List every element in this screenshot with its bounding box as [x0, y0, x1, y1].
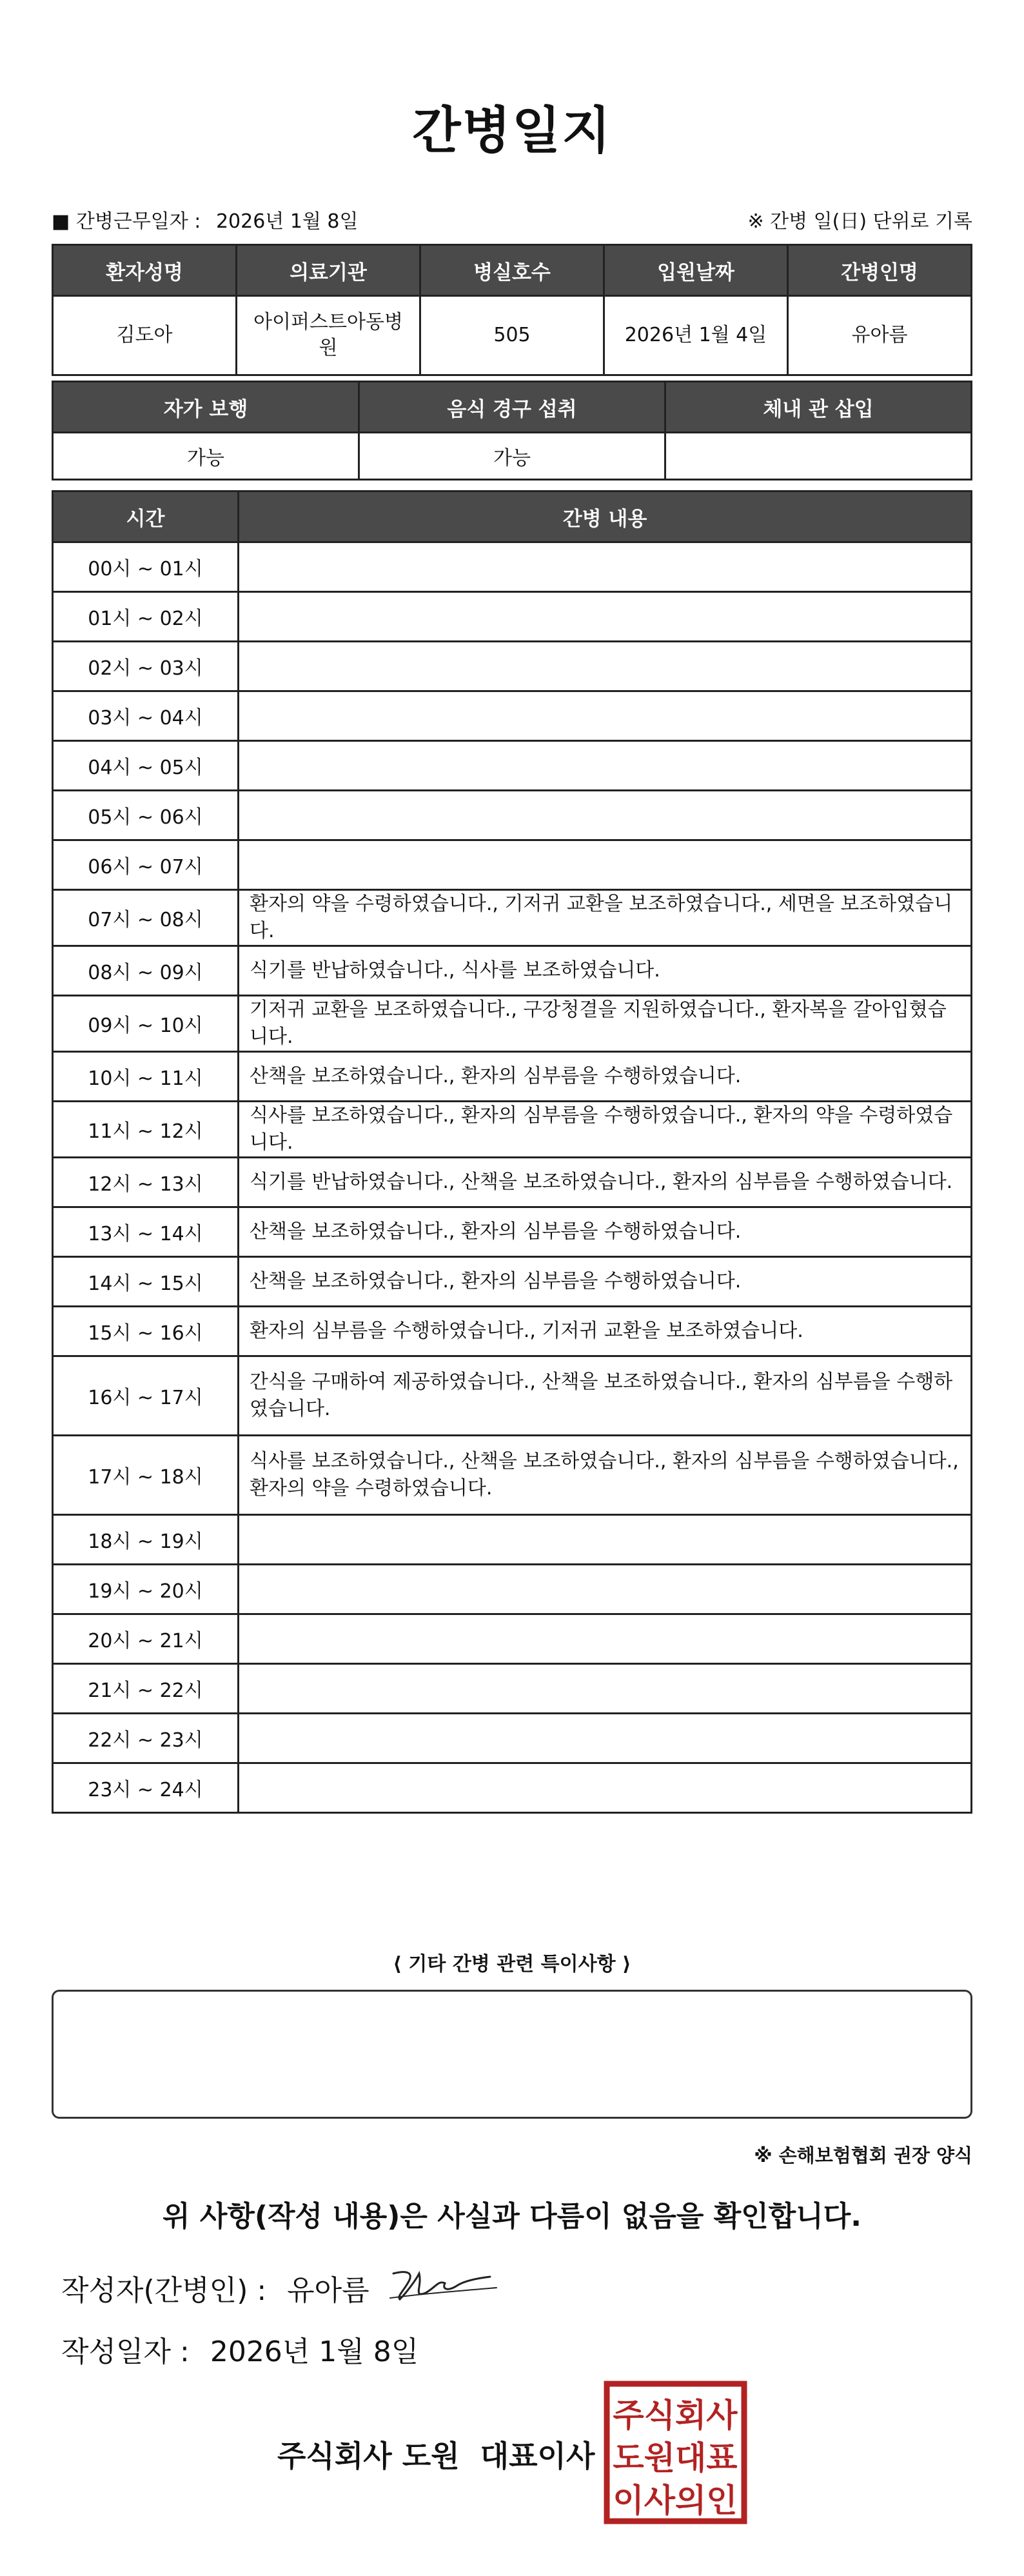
- log-content: [239, 1614, 972, 1664]
- table-row: [53, 1307, 972, 1356]
- work-date-label: ■ 간병근무일자 :: [52, 210, 201, 233]
- table-row: [53, 890, 972, 946]
- special-notes-box: [52, 1990, 972, 2119]
- care-log-body: [53, 542, 972, 1813]
- log-content: 식사를 보조하였습니다., 환자의 심부름을 수행하였습니다., 환자의 약을 수령하였습니다.: [239, 1102, 972, 1158]
- log-content: 산책을 보조하였습니다., 환자의 심부름을 수행하였습니다.: [239, 1257, 972, 1307]
- special-notes-title: ⟨ 기타 간병 관련 특이사항 ⟩: [393, 1953, 631, 1976]
- header-patient-name: 환자성명: [53, 245, 237, 296]
- header-time: 시간: [53, 491, 239, 542]
- header-tube-insertion: 체내 관 삽입: [665, 382, 972, 433]
- table-row: [53, 840, 972, 890]
- company-name: 주식회사 도원 대표이사: [277, 2439, 595, 2473]
- log-content: [239, 642, 972, 691]
- log-content: [239, 542, 972, 592]
- log-time: 21시 ~ 22시: [53, 1664, 239, 1714]
- log-time: 07시 ~ 08시: [53, 890, 239, 946]
- source-note: ※ 손해보험협회 권장 양식: [754, 2145, 972, 2166]
- table-row: [53, 791, 972, 840]
- header-caregiver-name: 간병인명: [788, 245, 972, 296]
- writer-label: 작성자(간병인) :: [61, 2274, 267, 2307]
- table-row: [53, 1714, 972, 1763]
- log-content: [239, 691, 972, 741]
- written-date-line: [61, 2328, 418, 2370]
- table-row: [53, 1356, 972, 1436]
- work-date: [52, 205, 359, 233]
- table-row: [53, 433, 972, 480]
- patient-info-table: [52, 244, 972, 376]
- confirmation-statement: 위 사항(작성 내용)은 사실과 다름이 없음을 확인합니다.: [162, 2200, 862, 2233]
- table-row: [53, 996, 972, 1052]
- room-number: 505: [420, 296, 604, 375]
- log-time: 01시 ~ 02시: [53, 592, 239, 642]
- log-time: 13시 ~ 14시: [53, 1207, 239, 1257]
- hospital-name: 아이퍼스트아동병원: [237, 296, 420, 375]
- log-content: 환자의 심부름을 수행하였습니다., 기저귀 교환을 보조하였습니다.: [239, 1307, 972, 1356]
- table-row: [53, 1515, 972, 1565]
- table-row: [53, 592, 972, 642]
- table-row: [53, 1052, 972, 1102]
- log-time: 18시 ~ 19시: [53, 1515, 239, 1565]
- svg-text:도원대표: 도원대표: [613, 2439, 738, 2477]
- log-content: 간식을 구매하여 제공하였습니다., 산책을 보조하였습니다., 환자의 심부름을 수행하였습니다.: [239, 1356, 972, 1436]
- table-header-row: [53, 245, 972, 296]
- table-row: [53, 1102, 972, 1158]
- header-walking: 자가 보행: [53, 382, 359, 433]
- log-content: 식사를 보조하였습니다., 산책을 보조하였습니다., 환자의 심부름을 수행하였습니다., 환자의 약을 수령하였습니다.: [239, 1436, 972, 1515]
- page-title: 간병일지: [412, 102, 612, 160]
- log-content: [239, 741, 972, 791]
- header-admission-date: 입원날짜: [604, 245, 788, 296]
- log-time: 10시 ~ 11시: [53, 1052, 239, 1102]
- writer-name: 유아름: [287, 2274, 369, 2307]
- log-time: 19시 ~ 20시: [53, 1565, 239, 1614]
- table-row: [53, 946, 972, 996]
- log-time: 14시 ~ 15시: [53, 1257, 239, 1307]
- log-time: 00시 ~ 01시: [53, 542, 239, 592]
- table-row: [53, 642, 972, 691]
- log-content: [239, 1515, 972, 1565]
- log-content: 식기를 반납하였습니다., 식사를 보조하였습니다.: [239, 946, 972, 996]
- table-row: [53, 1436, 972, 1515]
- written-date-value: 2026년 1월 8일: [210, 2335, 419, 2368]
- log-time: 08시 ~ 09시: [53, 946, 239, 996]
- log-content: [239, 1664, 972, 1714]
- log-time: 04시 ~ 05시: [53, 741, 239, 791]
- handwritten-signature-icon: [387, 2261, 503, 2306]
- log-content: 산책을 보조하였습니다., 환자의 심부름을 수행하였습니다.: [239, 1207, 972, 1257]
- table-row: [53, 1158, 972, 1207]
- table-row: [53, 1614, 972, 1664]
- log-content: 식기를 반납하였습니다., 산책을 보조하였습니다., 환자의 심부름을 수행하였습니다.: [239, 1158, 972, 1207]
- table-row: [53, 691, 972, 741]
- table-row: [53, 1257, 972, 1307]
- table-row: [53, 1565, 972, 1614]
- table-row: [53, 542, 972, 592]
- log-content: [239, 791, 972, 840]
- writer-line: [61, 2267, 369, 2308]
- log-time: 03시 ~ 04시: [53, 691, 239, 741]
- log-time: 11시 ~ 12시: [53, 1102, 239, 1158]
- table-row: [53, 1763, 972, 1813]
- svg-text:주식회사: 주식회사: [613, 2397, 738, 2434]
- walking-value: 가능: [53, 433, 359, 480]
- table-header-row: [53, 382, 972, 433]
- log-time: 12시 ~ 13시: [53, 1158, 239, 1207]
- table-row: [53, 296, 972, 375]
- log-content: 기저귀 교환을 보조하였습니다., 구강청결을 지원하였습니다., 환자복을 갈아입혔습니다.: [239, 996, 972, 1052]
- header-oral-intake: 음식 경구 섭취: [359, 382, 665, 433]
- written-date-label: 작성일자 :: [61, 2335, 190, 2368]
- oral-intake-value: 가능: [359, 433, 665, 480]
- unit-note: ※ 간병 일(日) 단위로 기록: [747, 210, 972, 233]
- log-content: [239, 840, 972, 890]
- log-time: 06시 ~ 07시: [53, 840, 239, 890]
- log-content: 환자의 약을 수령하였습니다., 기저귀 교환을 보조하였습니다., 세면을 보조하였습니다.: [239, 890, 972, 946]
- log-time: 23시 ~ 24시: [53, 1763, 239, 1813]
- table-header-row: [53, 491, 972, 542]
- company-seal-icon: [603, 2380, 748, 2525]
- patient-status-table: [52, 381, 972, 481]
- svg-text:이사의인: 이사의인: [613, 2482, 738, 2519]
- log-content: 산책을 보조하였습니다., 환자의 심부름을 수행하였습니다.: [239, 1052, 972, 1102]
- log-time: 02시 ~ 03시: [53, 642, 239, 691]
- log-time: 17시 ~ 18시: [53, 1436, 239, 1515]
- header-care-content: 간병 내용: [239, 491, 972, 542]
- tube-insertion-value: [665, 433, 972, 480]
- log-time: 09시 ~ 10시: [53, 996, 239, 1052]
- table-row: [53, 1664, 972, 1714]
- table-row: [53, 741, 972, 791]
- header-room: 병실호수: [420, 245, 604, 296]
- caregiver-name: 유아름: [788, 296, 972, 375]
- log-content: [239, 1565, 972, 1614]
- patient-name: 김도아: [53, 296, 237, 375]
- log-time: 15시 ~ 16시: [53, 1307, 239, 1356]
- log-time: 22시 ~ 23시: [53, 1714, 239, 1763]
- admission-date: 2026년 1월 4일: [604, 296, 788, 375]
- header-hospital: 의료기관: [237, 245, 420, 296]
- log-time: 20시 ~ 21시: [53, 1614, 239, 1664]
- work-date-value: 2026년 1월 8일: [215, 210, 359, 233]
- log-content: [239, 592, 972, 642]
- care-log-table: [52, 490, 972, 1814]
- log-time: 05시 ~ 06시: [53, 791, 239, 840]
- log-content: [239, 1714, 972, 1763]
- table-row: [53, 1207, 972, 1257]
- log-time: 16시 ~ 17시: [53, 1356, 239, 1436]
- log-content: [239, 1763, 972, 1813]
